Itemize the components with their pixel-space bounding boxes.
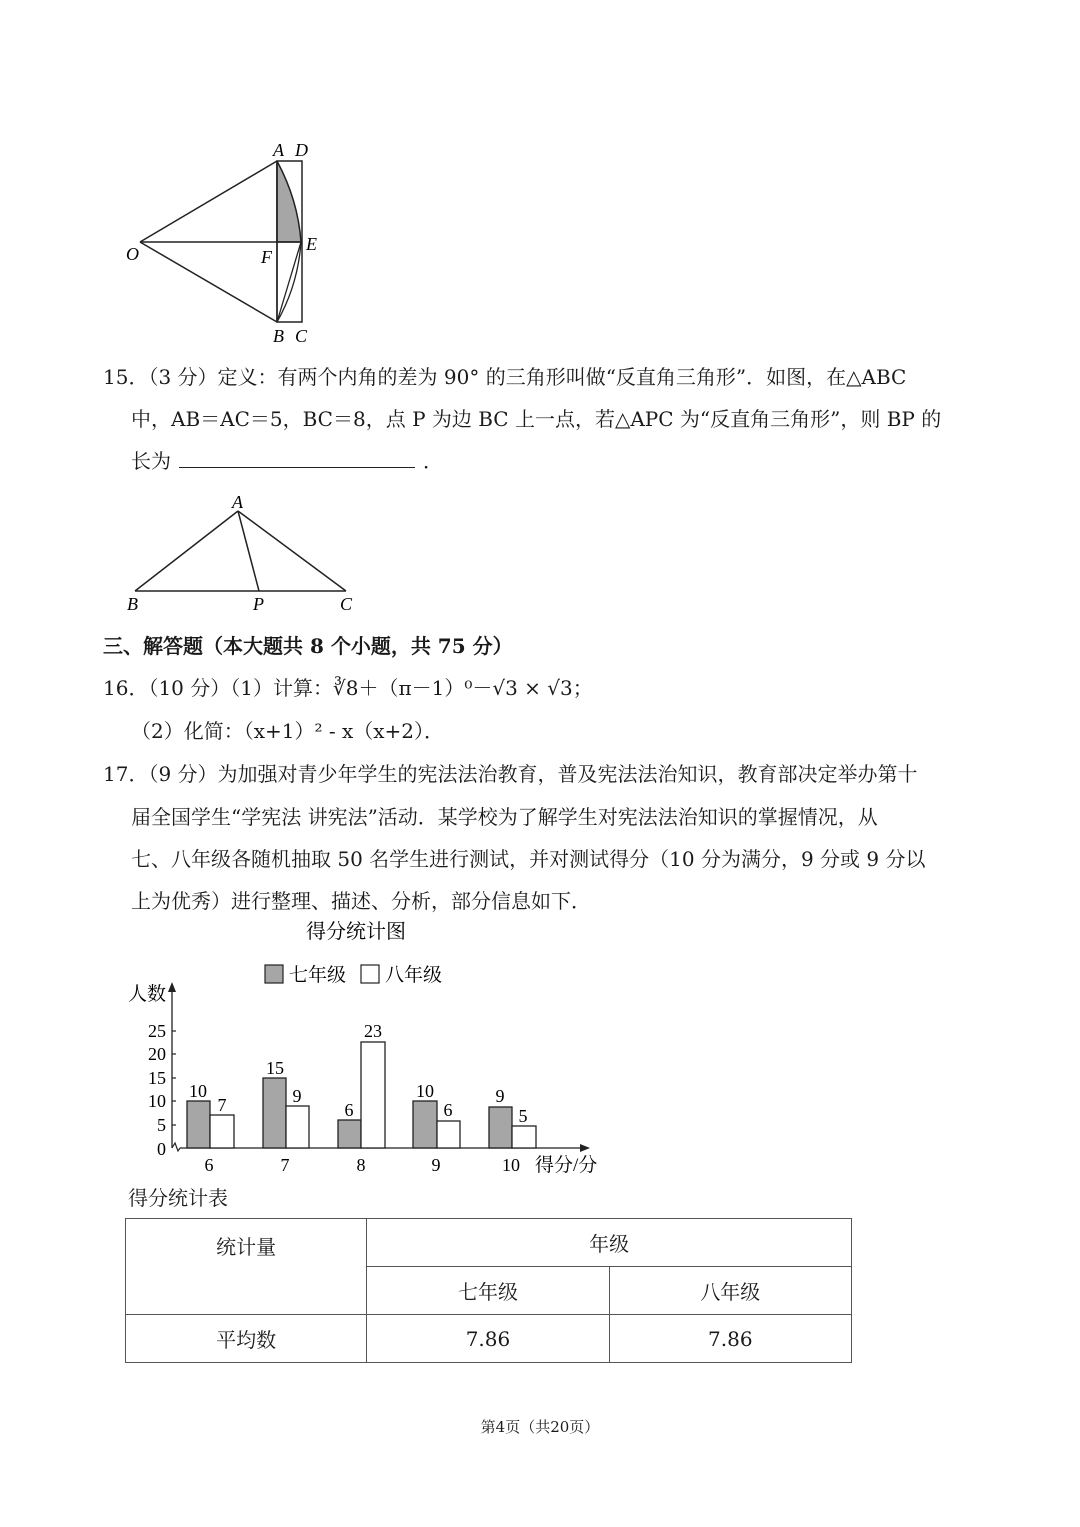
svg-text:6: 6 [204,1155,214,1175]
svg-text:20: 20 [148,1044,166,1064]
svg-text:15: 15 [266,1058,284,1078]
mean-grade8: 7.86 [609,1315,851,1363]
chart-title: 得分统计图 [306,921,406,943]
svg-text:F: F [261,247,272,267]
svg-text:23: 23 [364,1021,382,1041]
mean-grade7: 7.86 [367,1315,609,1363]
question-16-part-2: （2）化简：（x+1）² - x（x+2）． [131,719,445,743]
legend-swatch-grade7 [265,965,283,983]
header-statistic: 统计量 [126,1219,367,1315]
svg-text:15: 15 [148,1068,166,1088]
header-grade8: 八年级 [609,1267,851,1315]
header-grade7: 七年级 [367,1267,609,1315]
row-label-mean: 平均数 [126,1315,367,1363]
svg-text:E: E [306,234,317,254]
svg-text:10: 10 [148,1091,166,1111]
page-footer: 第4页（共20页） [480,1418,600,1436]
svg-text:D: D [295,140,308,160]
y-axis-label: 人数 [128,984,167,1005]
svg-text:P: P [253,594,264,614]
answer-prompt: 长为 [131,449,171,473]
svg-text:10: 10 [416,1081,434,1101]
svg-text:A: A [273,140,284,160]
svg-text:5: 5 [518,1106,528,1126]
header-grade-group: 年级 [367,1219,852,1267]
svg-text:6: 6 [344,1100,354,1120]
svg-text:5: 5 [157,1115,166,1135]
section-heading: 三、解答题（本大题共 8 个小题，共 75 分） [103,634,513,658]
table-caption: 得分统计表 [128,1186,228,1210]
table-row [126,1315,852,1363]
legend-grade7: 七年级 [289,965,347,986]
question-17-line-1: 17．（9 分）为加强对青少年学生的宪法法治教育，普及宪法法治知识，教育部决定举办第十 [103,762,918,786]
svg-text:9: 9 [431,1155,441,1175]
svg-text:7: 7 [280,1155,290,1175]
geometry-figure-sector [120,130,340,350]
svg-text:25: 25 [148,1021,166,1041]
question-15-line-3: 长为 ． [131,449,443,473]
legend-swatch-grade8 [361,965,379,983]
question-17-line-3: 七、八年级各随机抽取 50 名学生进行测试，并对测试得分（10 分为满分，9 分或 9 分以 [131,847,926,871]
svg-text:O: O [126,244,139,264]
question-15-line-1: 15．（3 分）定义：有两个内角的差为 90° 的三角形叫做“反直角三角形”．如图，在△ABC [103,365,907,389]
svg-text:C: C [295,326,308,346]
svg-text:C: C [340,594,353,614]
score-bar-chart [120,915,610,1185]
svg-text:10: 10 [502,1155,520,1175]
svg-text:9: 9 [292,1086,302,1106]
svg-text:A: A [232,492,243,512]
geometry-figure-triangle [120,490,360,615]
svg-text:B: B [127,594,138,614]
legend-grade8: 八年级 [385,965,443,986]
svg-text:6: 6 [443,1100,453,1120]
x-axis-label: 得分/分 [535,1155,598,1176]
question-15-line-2: 中，AB＝AC＝5，BC＝8，点 P 为边 BC 上一点，若△APC 为“反直角三角形”，则 BP 的 [131,407,942,431]
score-statistics-table [125,1218,852,1363]
svg-text:8: 8 [356,1155,366,1175]
answer-blank[interactable] [179,449,415,468]
svg-text:9: 9 [495,1086,505,1106]
question-17-line-4: 上为优秀）进行整理、描述、分析，部分信息如下． [131,889,591,913]
question-17-line-2: 届全国学生“学宪法 讲宪法”活动．某学校为了解学生对宪法法治知识的掌握情况，从 [131,805,878,829]
svg-text:7: 7 [217,1095,227,1115]
question-16-part-1: 16．（10 分）（1）计算：∛8＋（π－1）⁰－√3 × √3； [103,676,593,700]
svg-text:0: 0 [157,1139,166,1159]
svg-text:B: B [273,326,284,346]
svg-text:10: 10 [189,1081,207,1101]
